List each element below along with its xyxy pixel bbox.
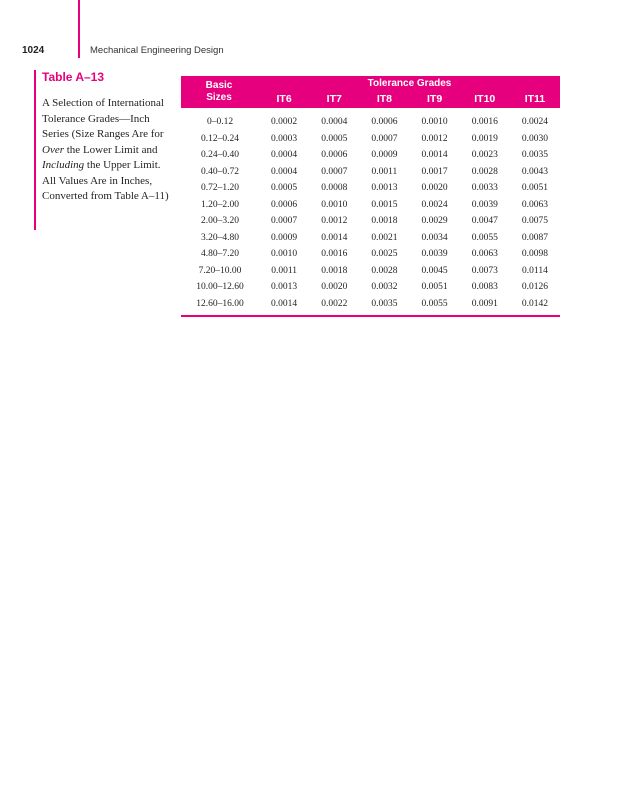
tolerance-value-cell: 0.0087 xyxy=(521,232,548,243)
basic-size-cell: 10.00–12.60 xyxy=(196,282,244,293)
basic-header-line: Sizes xyxy=(206,92,232,103)
tolerance-value-cell: 0.0045 xyxy=(421,265,448,276)
table-row xyxy=(181,279,560,296)
caption-text-part: A Selection of International Tolerance Grades—Inch Series (Size Ranges Are for xyxy=(42,97,164,140)
tolerance-value-cell: 0.0010 xyxy=(421,117,448,128)
tolerance-value-cell: 0.0020 xyxy=(321,282,348,293)
tolerance-value-cell: 0.0018 xyxy=(321,265,348,276)
table-row xyxy=(181,246,560,263)
table-header xyxy=(181,76,560,108)
tolerance-value-cell: 0.0016 xyxy=(321,249,348,260)
tolerance-value-cell: 0.0014 xyxy=(271,298,298,309)
tolerance-value-cell: 0.0005 xyxy=(321,133,348,144)
table-row xyxy=(181,230,560,247)
table-row xyxy=(181,147,560,164)
tolerance-value-cell: 0.0002 xyxy=(271,117,298,128)
tolerance-value-cell: 0.0032 xyxy=(371,282,398,293)
tolerance-value-cell: 0.0051 xyxy=(521,183,548,194)
tolerance-value-cell: 0.0003 xyxy=(271,133,298,144)
running-title: Mechanical Engineering Design xyxy=(90,44,224,56)
caption-text xyxy=(42,96,170,205)
tolerance-value-cell: 0.0009 xyxy=(371,150,398,161)
tolerance-value-cell: 0.0014 xyxy=(421,150,448,161)
tolerance-value-cell: 0.0043 xyxy=(521,166,548,177)
column-header: IT8 xyxy=(376,93,393,105)
tolerance-value-cell: 0.0083 xyxy=(471,282,498,293)
tolerance-value-cell: 0.0017 xyxy=(421,166,448,177)
table-label: Table A–13 xyxy=(42,70,105,84)
caption-accent-bar xyxy=(34,70,36,230)
tolerance-value-cell: 0.0011 xyxy=(371,166,398,177)
tolerance-value-cell: 0.0007 xyxy=(271,216,298,227)
column-header: IT9 xyxy=(427,93,443,105)
tolerance-value-cell: 0.0007 xyxy=(321,166,348,177)
tolerance-value-cell: 0.0013 xyxy=(371,183,398,194)
caption-text-part: the Upper Limit. All Values Are in Inches, Converted from Table A–11) xyxy=(42,159,169,202)
tolerance-table xyxy=(181,76,560,317)
tolerance-value-cell: 0.0021 xyxy=(371,232,398,243)
tolerance-value-cell: 0.0126 xyxy=(521,282,548,293)
tolerance-value-cell: 0.0075 xyxy=(521,216,548,227)
tolerance-value-cell: 0.0004 xyxy=(271,166,298,177)
table-row xyxy=(181,131,560,148)
tolerance-value-cell: 0.0022 xyxy=(321,298,348,309)
tolerance-value-cell: 0.0039 xyxy=(471,199,498,210)
table-bottom-rule xyxy=(181,315,560,317)
table-row xyxy=(181,263,560,280)
basic-sizes-header xyxy=(183,80,255,104)
column-header: IT10 xyxy=(474,93,496,105)
basic-size-cell: 0.24–0.40 xyxy=(201,150,239,161)
tolerance-value-cell: 0.0055 xyxy=(471,232,498,243)
tolerance-value-cell: 0.0091 xyxy=(471,298,498,309)
tolerance-value-cell: 0.0035 xyxy=(521,150,548,161)
tolerance-value-cell: 0.0009 xyxy=(271,232,298,243)
tolerance-value-cell: 0.0055 xyxy=(421,298,448,309)
caption-text-part: the Lower Limit and xyxy=(64,143,158,156)
tolerance-value-cell: 0.0035 xyxy=(371,298,398,309)
basic-size-cell: 3.20–4.80 xyxy=(201,232,239,243)
tolerance-value-cell: 0.0114 xyxy=(522,265,548,276)
basic-size-cell: 0–0.12 xyxy=(206,117,234,128)
tolerance-value-cell: 0.0033 xyxy=(471,183,498,194)
basic-size-cell: 1.20–2.00 xyxy=(201,199,239,210)
tolerance-value-cell: 0.0013 xyxy=(271,282,298,293)
tolerance-value-cell: 0.0034 xyxy=(421,232,448,243)
tolerance-value-cell: 0.0030 xyxy=(521,133,548,144)
tolerance-value-cell: 0.0006 xyxy=(271,199,298,210)
tolerance-value-cell: 0.0063 xyxy=(471,249,498,260)
tolerance-value-cell: 0.0025 xyxy=(371,249,398,260)
table-row xyxy=(181,296,560,313)
tolerance-value-cell: 0.0142 xyxy=(521,298,548,309)
tolerance-value-cell: 0.0028 xyxy=(471,166,498,177)
basic-size-cell: 0.12–0.24 xyxy=(201,133,239,144)
tolerance-value-cell: 0.0005 xyxy=(271,183,298,194)
column-header: IT7 xyxy=(326,93,342,105)
table-row xyxy=(181,197,560,214)
tolerance-value-cell: 0.0051 xyxy=(421,282,448,293)
tolerance-value-cell: 0.0007 xyxy=(371,133,398,144)
basic-size-cell: 4.80–7.20 xyxy=(201,249,239,260)
tolerance-value-cell: 0.0024 xyxy=(421,199,448,210)
basic-size-cell: 2.00–3.20 xyxy=(201,216,239,227)
tolerance-value-cell: 0.0008 xyxy=(321,183,348,194)
page-number: 1024 xyxy=(22,44,45,56)
tolerance-value-cell: 0.0023 xyxy=(471,150,498,161)
tolerance-value-cell: 0.0047 xyxy=(471,216,498,227)
tolerance-value-cell: 0.0012 xyxy=(421,133,448,144)
basic-size-cell: 0.40–0.72 xyxy=(201,166,239,177)
basic-header-line: Basic xyxy=(205,80,233,91)
caption-text-emphasis: Including xyxy=(42,159,85,171)
tolerance-value-cell: 0.0006 xyxy=(321,150,348,161)
tolerance-value-cell: 0.0018 xyxy=(371,216,398,227)
table-row xyxy=(181,180,560,197)
tolerance-value-cell: 0.0016 xyxy=(471,117,498,128)
tolerance-value-cell: 0.0004 xyxy=(321,117,348,128)
basic-size-cell: 12.60–16.00 xyxy=(196,298,244,309)
page-header xyxy=(22,43,224,57)
caption-text-emphasis: Over xyxy=(42,143,64,156)
tolerance-value-cell: 0.0010 xyxy=(321,199,348,210)
table-row xyxy=(181,213,560,230)
tolerance-value-cell: 0.0019 xyxy=(471,133,498,144)
tolerance-value-cell: 0.0010 xyxy=(271,249,298,260)
grade-column-headers xyxy=(259,93,560,105)
tolerance-grades-header: Tolerance Grades xyxy=(367,78,452,89)
tolerance-value-cell: 0.0028 xyxy=(371,265,398,276)
table-row xyxy=(181,164,560,181)
tolerance-value-cell: 0.0029 xyxy=(421,216,448,227)
tolerance-value-cell: 0.0073 xyxy=(471,265,498,276)
column-header: IT11 xyxy=(524,93,546,105)
tolerance-value-cell: 0.0011 xyxy=(271,265,297,276)
table-body xyxy=(181,108,560,312)
table-caption xyxy=(42,70,170,205)
tolerance-value-cell: 0.0063 xyxy=(521,199,548,210)
tolerance-value-cell: 0.0015 xyxy=(371,199,398,210)
tolerance-value-cell: 0.0014 xyxy=(321,232,348,243)
basic-size-cell: 7.20–10.00 xyxy=(198,265,242,276)
tolerance-value-cell: 0.0098 xyxy=(521,249,548,260)
basic-size-cell: 0.72–1.20 xyxy=(201,183,239,194)
tolerance-value-cell: 0.0004 xyxy=(271,150,298,161)
column-header: IT6 xyxy=(276,93,292,105)
tolerance-value-cell: 0.0024 xyxy=(521,117,548,128)
tolerance-value-cell: 0.0020 xyxy=(421,183,448,194)
table-row xyxy=(181,114,560,131)
tolerance-value-cell: 0.0012 xyxy=(321,216,348,227)
tolerance-value-cell: 0.0039 xyxy=(421,249,448,260)
tolerance-value-cell: 0.0006 xyxy=(371,117,398,128)
